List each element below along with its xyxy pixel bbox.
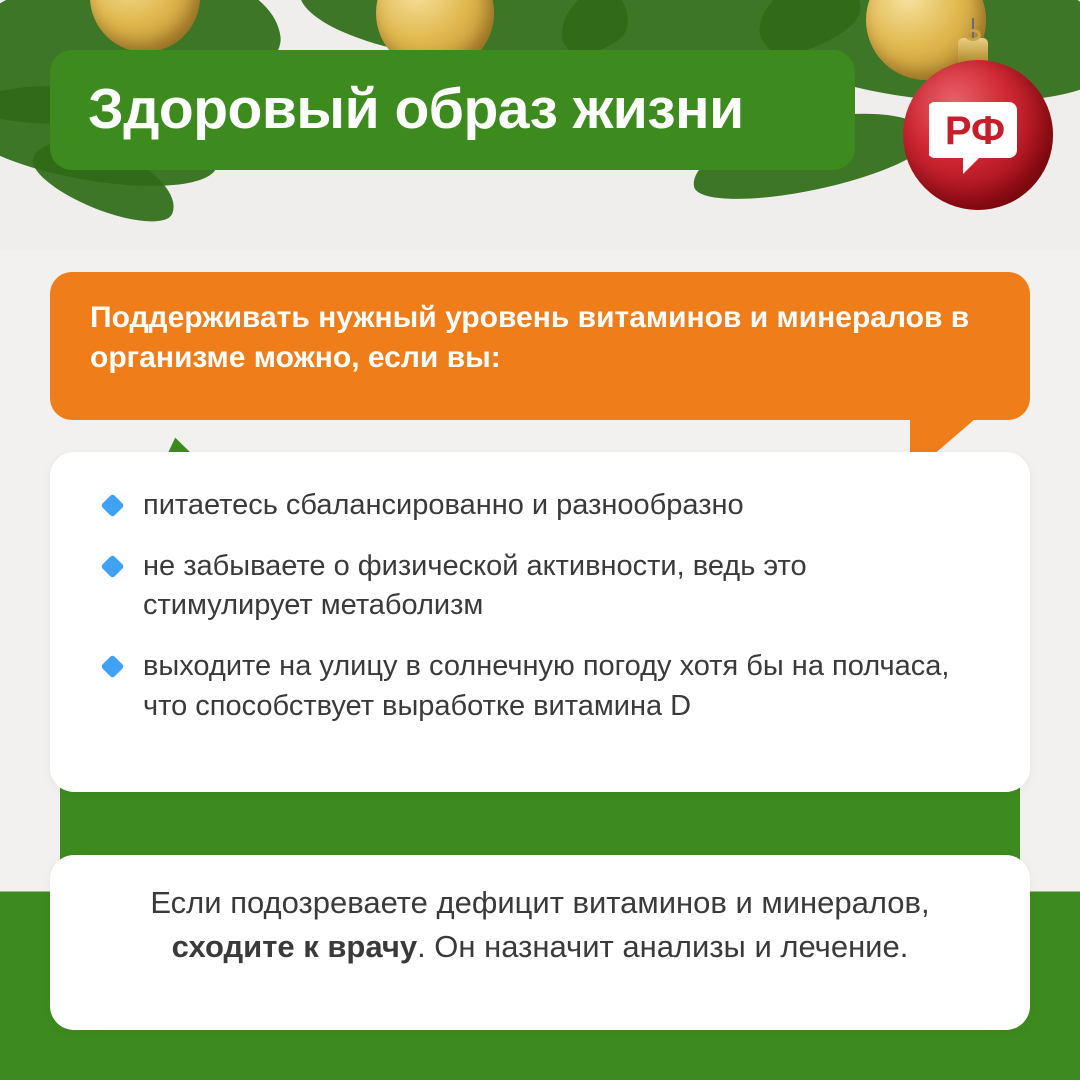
diamond-bullet-icon — [100, 555, 124, 579]
footer-card — [50, 855, 1030, 1030]
list-item — [104, 547, 984, 625]
list-item — [104, 647, 984, 725]
list-item-text: питаетесь сбалансированно и разнообразно — [143, 489, 744, 521]
footer-text-after: . Он назначит анализы и лечение. — [417, 929, 909, 965]
rf-ornament — [893, 18, 1053, 233]
footer-text-bold: сходите к врачу — [171, 929, 418, 965]
page-title: Здоровый образ жизни — [88, 77, 744, 142]
svg-text:РФ: РФ — [944, 109, 1006, 153]
diamond-bullet-icon — [100, 493, 124, 517]
footer-text-before: Если подозреваете дефицит витаминов и минералов, — [150, 885, 930, 920]
header-banner — [50, 50, 855, 170]
footer-text — [110, 881, 970, 969]
tips-card — [50, 452, 1030, 792]
list-item-text: не забываете о физической активности, ведь это стимулирует метаболизм — [143, 550, 807, 622]
ornament-ball — [903, 60, 1053, 210]
list-item-text: выходите на улицу в солнечную погоду хотя бы на полчаса, что способствует выработке витамина D — [143, 650, 950, 722]
list-item — [104, 486, 984, 525]
diamond-bullet-icon — [100, 655, 124, 679]
rf-logo-icon — [929, 86, 1027, 184]
callout-card — [50, 272, 1030, 420]
callout-text: Поддерживать нужный уровень витаминов и минералов в организме можно, если вы: — [90, 301, 970, 374]
